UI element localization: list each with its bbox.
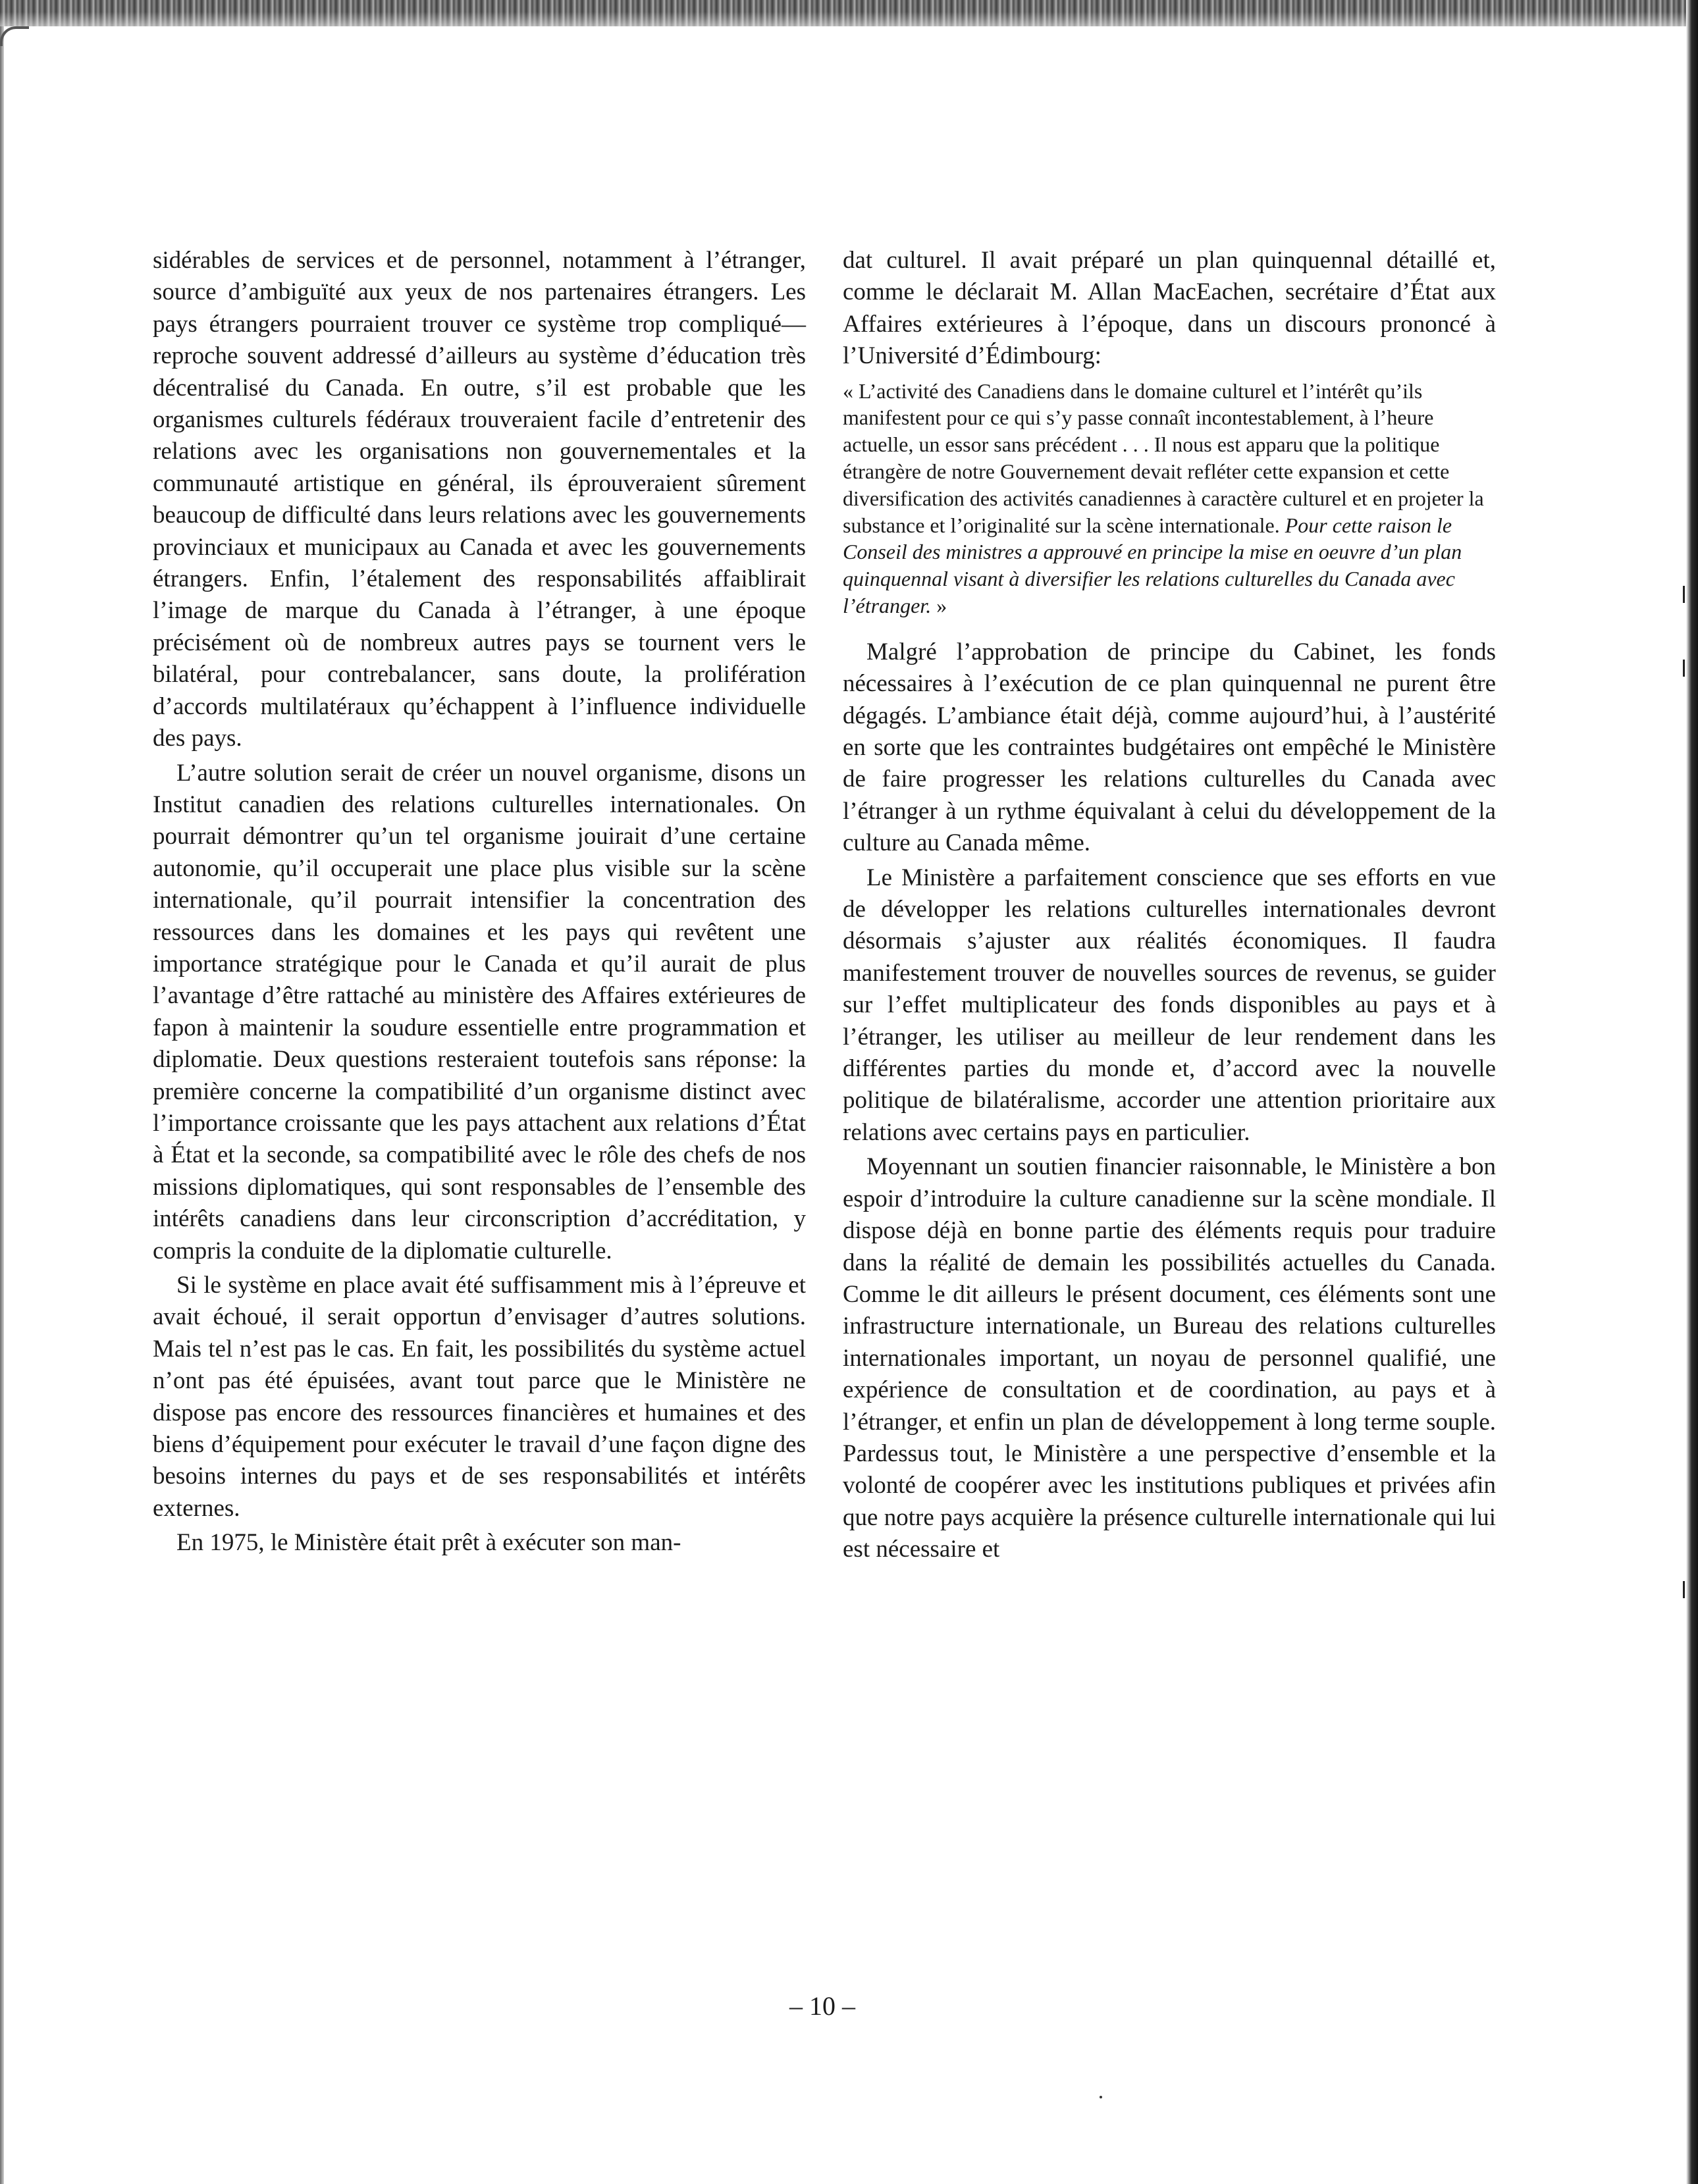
block-quote xyxy=(843,378,1496,619)
scan-edge-left xyxy=(0,26,4,2184)
paragraph: L’autre solution serait de créer un nouvel organisme, disons un Institut canadien des relations culturelles internationales. On pourrait démontrer qu’un tel organisme jouirait d’une certaine autonomie, qu’il occuperait une place plus visible sur la scène internationale, qu’il pourrait intensifier la concentration des ressources dans les domaines et les pays qui revêtent une importance stratégique pour le Canada et qu’il aurait de plus l’avantage d’être rattaché au ministère des Affaires extérieures de fapon à maintenir la soudure essentielle entre programmation et diplomatie. Deux questions resteraient toutefois sans réponse: la première concerne la compatibilité d’un organisme distinct avec l’importance croissante que les pays attachent aux relations d’État à État et la seconde, sa compatibilité avec le rôle des chefs de nos missions diplomatiques, qui sont responsables de l’ensemble des intérêts canadiens dans leur circonscription d’accréditation, y compris la conduite de la diplomatie culturelle. xyxy=(153,759,806,1264)
scan-speck xyxy=(1100,2096,1102,2098)
paragraph: dat culturel. Il avait préparé un plan quinquennal détaillé et, comme le déclarait M. Allan MacEachen, secrétaire d’État aux Affaires extérieures à l’époque, dans un discours prononcé à l’Université d’Édimbourg: xyxy=(843,247,1496,370)
paragraph: Si le système en place avait été suffisamment mis à l’épreuve et avait échoué, il serait opportun d’envisager d’autres solutions. Mais tel n’est pas le cas. En fait, les possibilités du système actuel n’ont pas été épuisées, avant tout parce que le Ministère ne dispose pas encore des ressources financières et humaines et des biens d’équipement pour exécuter le travail d’une façon digne des besoins internes du pays et de ses responsabilités et intérêts externes. xyxy=(153,1272,806,1522)
right-column xyxy=(843,245,1496,1566)
paragraph: Moyennant un soutien financier raisonnable, le Ministère a bon espoir d’introduire la culture canadienne sur la scène mondiale. Il dispose déjà en bonne partie des éléments requis pour traduire dans la réalité de demain les possibilités actuelles du Canada. Comme le dit ailleurs le présent document, ces éléments sont une infrastructure internationale, un Bureau des relations culturelles internationales important, un noyau de personnel qualifié, une expérience de consultation et de coordination, au pays et à l’étranger, et enfin un plan de développement à long terme souple. Pardessus tout, le Ministère a une perspective d’ensemble et la volonté de coopérer avec les institutions publiques et privées afin que notre pays acquière la présence culturelle internationale qui lui est nécessaire et xyxy=(843,1153,1496,1563)
scan-edge-top xyxy=(0,0,1698,26)
scan-corner-mark xyxy=(0,26,29,46)
scan-edge-right xyxy=(1686,0,1698,2184)
page-number: – 10 – xyxy=(789,1991,855,2021)
left-column xyxy=(153,245,806,1559)
margin-mark xyxy=(1683,660,1685,677)
margin-mark xyxy=(1683,586,1685,603)
quote-text-italic: Pour cette raison le Conseil des ministres a approuvé en principe la mise en oeuvre d’un plan quinquennal visant à diversifier les relations culturelles du Canada avec l’étranger. xyxy=(843,513,1462,617)
paragraph: Malgré l’approbation de principe du Cabinet, les fonds nécessaires à l’exécution de ce plan quinquennal ne purent être dégagés. L’ambiance était déjà, comme aujourd’hui, à l’austérité en sorte que les contraintes budgétaires ont empêché le Ministère de faire progresser les relations culturelles du Canada avec l’étranger à un rythme équivalant à celui du développement de la culture au Canada même. xyxy=(843,638,1496,857)
quote-close: » xyxy=(931,594,947,617)
quote-text: « L’activité des Canadiens dans le domaine culturel et l’intérêt qu’ils manifestent pour ce qui s’y passe connaît incontestablement, à l’heure actuelle, un essor sans précédent . . . Il nous est apparu que la politique étrangère de notre Gouvernement devait refléter cette expansion et cette diversification des activités canadiennes à caractère culturel et en projeter la substance et l’originalité sur la scène internationale. xyxy=(843,378,1484,537)
margin-mark xyxy=(1683,1581,1685,1598)
paragraph: En 1975, le Ministère était prêt à exécuter son man- xyxy=(176,1529,681,1557)
paragraph: Le Ministère a parfaitement conscience que ses efforts en vue de développer les relations culturelles internationales devront désormais s’ajuster aux réalités économiques. Il faudra manifestement trouver de nouvelles sources de revenus, se guider sur l’effet multiplicateur des fonds disponibles au pays et à l’étranger, les utiliser au meilleur de leur rendement dans les différentes parties du monde et, d’accord avec la nouvelle politique de bilatéralisme, accorder une attention prioritaire aux relations avec certains pays en particulier. xyxy=(843,864,1496,1146)
paragraph: sidérables de services et de personnel, notamment à l’étranger, source d’ambiguïté aux yeux de nos partenaires étrangers. Les pays étrangers pourraient trouver ce système trop compliqué—reproche souvent addressé d’ailleurs au système d’éducation très décentralisé du Canada. En outre, s’il est probable que les organismes culturels fédéraux trouveraient facile d’entretenir des relations avec les organisations non gouvernementales et la communauté artistique en général, ils éprouveraient sûrement beaucoup de difficulté dans leurs relations avec les gouvernements provinciaux et municipaux au Canada et avec les gouvernements étrangers. Enfin, l’étalement des responsabilités affaiblirait l’image de marque du Canada à l’étranger, à une époque précisément où de nombreux autres pays se tournent vers le bilatéral, pour contrebalancer, sans doute, la prolifération d’accords multilatéraux qu’échappent à l’influence individuelle des pays. xyxy=(153,247,806,752)
